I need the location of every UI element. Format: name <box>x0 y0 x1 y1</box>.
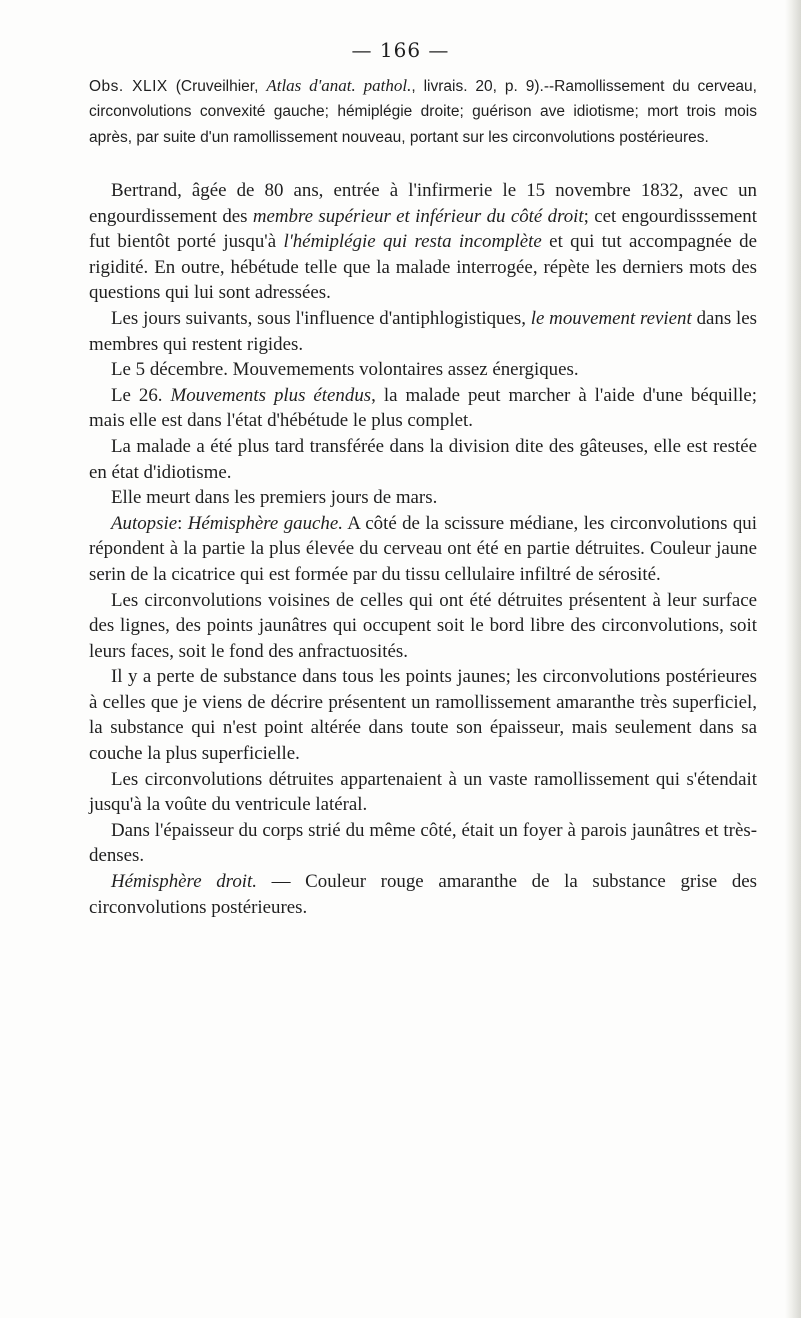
text-run: dans les membres qui restent rigides. <box>89 307 757 355</box>
text-run: La malade a été plus tard transférée dans la division dite des gâteuses, elle est restée en état d'idiotisme. <box>89 435 757 483</box>
observation-label: Obs. XLIX <box>89 78 168 95</box>
text-run: Bertrand, âgée de 80 ans, entrée à l'infirmerie le 15 novembre 1832, avec un engourdissement des <box>89 180 757 227</box>
paragraph <box>89 818 757 869</box>
page-number: — 166 — <box>351 38 450 62</box>
italic-run: l'hémiplégie qui resta incomplète <box>283 231 542 253</box>
italic-run: Autopsie <box>111 512 178 534</box>
paragraph <box>89 306 757 357</box>
paragraph <box>89 383 757 434</box>
text-run: Les circonvolutions voisines de celles qui ont été détruites présentent à leur surface des lignes, des points jaunâtres qui occupent soit le bord libre des circonvolutions, soit leurs faces, soit le fond des anfractuosités. <box>89 589 757 662</box>
italic-run: Mouvements plus étendus <box>170 384 372 406</box>
text-run: A côté de la scissure médiane, les circonvolutions qui répondent à la partie la plus élevée du cerveau ont été en partie détruites. Couleur jaune serin de la cicatrice qui est formée par du tissu cellulaire infiltré de sérosité. <box>89 512 757 585</box>
paragraph <box>89 178 757 306</box>
paragraph <box>89 767 757 818</box>
case-report-body <box>89 178 757 920</box>
observation-heading <box>89 73 757 150</box>
text-run: Elle meurt dans les premiers jours de mars. <box>111 487 438 509</box>
text-run: Le 5 décembre. Mouvemements volontaires assez énergiques. <box>111 359 579 381</box>
paragraph <box>89 357 757 383</box>
paragraph <box>89 434 757 485</box>
paragraph <box>89 511 757 588</box>
text-run: Les jours suivants, sous l'influence d'antiphlogistiques, <box>111 307 531 329</box>
italic-run: Hémisphère droit. <box>111 871 257 893</box>
text-run: Il y a perte de substance dans tous les points jaunes; les circonvolutions postérieures à celles que je viens de décrire présentent un ramollissement amaranthe très superficiel, la substance qui n'est point altérée dans toute son épaisseur, mais seulement dans sa couche la plus superficielle. <box>89 666 757 765</box>
text-run: ; cet engourdisssement fut bientôt porté jusqu'à <box>89 205 757 253</box>
paragraph <box>89 869 757 920</box>
italic-run: membre supérieur et inférieur du côté droit <box>252 205 584 227</box>
text-run: — Couleur rouge amaranthe de la substance grise des circonvolutions postérieures. <box>89 871 758 918</box>
paragraph <box>89 485 757 511</box>
italic-run: le mouvement revient <box>530 307 692 329</box>
text-run: Le 26. <box>111 384 171 406</box>
text-run: : <box>177 512 188 534</box>
text-run: et qui tut accompagnée de rigidité. En outre, hébétude telle que la malade interrogée, répète les derniers mots des questions qui lui sont adressées. <box>89 231 757 304</box>
observation-text-a: (Cruveilhier, <box>167 78 267 95</box>
observation-text-b: , livrais. 20, p. 9).--Ramollissement du cerveau, circonvolutions convexité gauche; hémiplégie droite; guérison ave idiotisme; mort trois mois après, par suite d'un ramollissement nouveau, portant sur les circonvolutions postérieures. <box>89 78 757 146</box>
italic-run: Hémisphère gauche. <box>187 512 343 534</box>
paragraph <box>89 664 757 766</box>
observation-source: Atlas d'anat. pathol. <box>266 76 412 95</box>
text-run: Dans l'épaisseur du corps strié du même côté, était un foyer à parois jaunâtres et très-denses. <box>89 819 757 867</box>
paragraph <box>89 588 757 665</box>
text-run: Les circonvolutions détruites appartenaient à un vaste ramollissement qui s'étendait jusqu'à la voûte du ventricule latéral. <box>89 768 757 816</box>
text-run: , la malade peut marcher à l'aide d'une béquille; mais elle est dans l'état d'hébétude le plus complet. <box>89 384 757 432</box>
page-edge-shadow <box>785 0 801 1318</box>
